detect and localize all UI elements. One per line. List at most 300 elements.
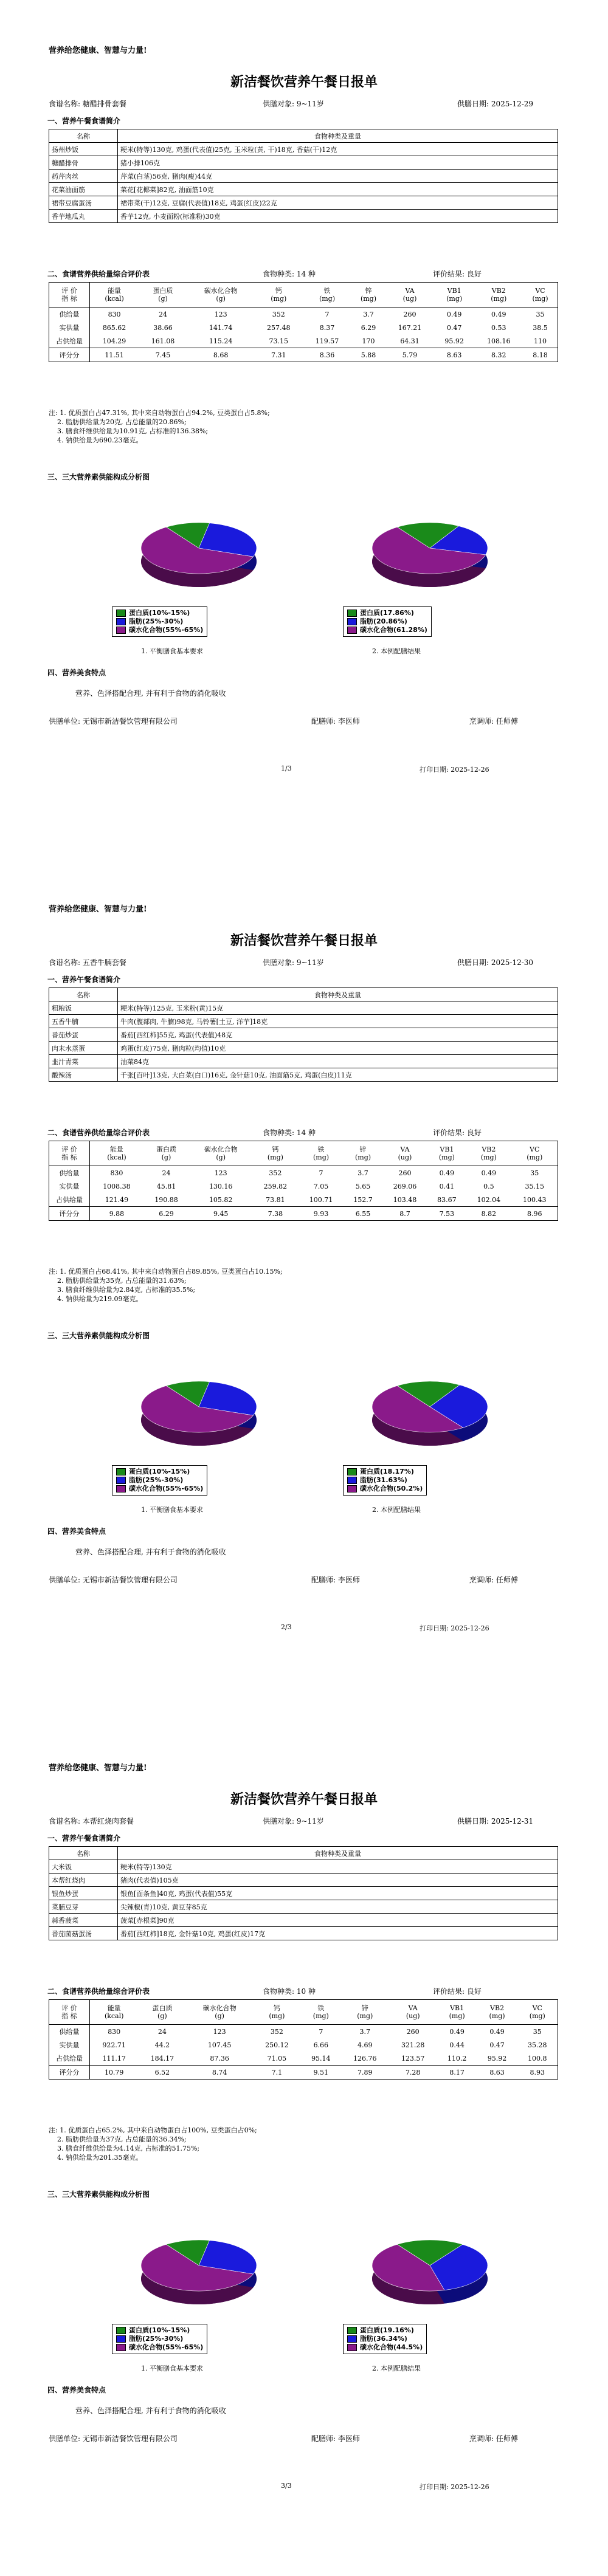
nutrition-cell: 7	[325, 310, 330, 318]
menu-row	[49, 1028, 558, 1042]
nutrient-header	[341, 2000, 389, 2025]
nutrient-name: VB2	[490, 2004, 505, 2012]
target-group: 供膳对象: 9~11岁	[263, 100, 324, 108]
legend-label: 碳水化合物(55%-65%)	[129, 2343, 204, 2351]
nutrient-header	[254, 283, 303, 307]
menu-header-row	[49, 129, 558, 143]
dish-ingredients: 油菜84克	[118, 1055, 558, 1068]
menu-row	[49, 1042, 558, 1055]
nutrition-table	[49, 1141, 558, 1221]
row-label: 实供量	[49, 1180, 90, 1193]
nutrient-header	[477, 2000, 517, 2025]
legend-label: 蛋白质(10%-15%)	[129, 2326, 190, 2334]
act-chart-caption: 2. 本例配膳结果	[372, 1506, 421, 1514]
nutrient-name: 钙	[273, 2004, 280, 2012]
nutrient-name: 蛋白质	[152, 2004, 173, 2012]
nutrient-unit: (g)	[161, 1153, 171, 1161]
nutrient-name: VC	[530, 1145, 540, 1153]
legend-item	[116, 2335, 203, 2343]
nutrition-cell: 95.92	[487, 2054, 507, 2063]
legend-item	[116, 2343, 203, 2352]
nutrition-cell: 5.65	[355, 1182, 371, 1190]
nutrition-cell: 123	[213, 2027, 226, 2036]
note-line: 3. 膳食纤维供给量为4.14克, 占标准的51.75%;	[49, 2145, 200, 2152]
nutrient-unit: (mg)	[449, 2012, 465, 2020]
nutrition-cell: 103.48	[393, 1195, 417, 1204]
nutrition-cell: 9.45	[189, 1207, 252, 1221]
section-chart-title: 三、三大营养素供能构成分析图	[47, 473, 150, 481]
note-line: 3. 膳食纤维供给量为2.84克, 占标准的35.5%;	[49, 1286, 196, 1294]
table-corner-label: 评 价 指 标	[49, 283, 90, 307]
nutrition-cell: 6.66	[313, 2041, 329, 2049]
legend-swatch	[116, 1477, 126, 1484]
menu-row	[49, 196, 558, 210]
nutrition-cell: 6.55	[344, 1207, 382, 1221]
std-chart-caption: 1. 平衡膳食基本要求	[141, 2365, 203, 2372]
nutrition-cell: 100.8	[528, 2054, 547, 2063]
dish-name: 本帮红烧肉	[49, 1874, 118, 1887]
rating-result: 评价结果: 良好	[433, 1987, 482, 1996]
nutrition-cell: 24	[157, 2027, 167, 2036]
nutrition-cell: 123	[214, 1169, 227, 1177]
nutrition-cell: 8.32	[474, 348, 523, 362]
nutrition-cell: 8.17	[437, 2066, 477, 2080]
legend-label: 碳水化合物(50.2%)	[360, 1485, 423, 1492]
nutrition-cell: 0.49	[439, 1169, 455, 1177]
nutrition-cell: 105.82	[209, 1195, 233, 1204]
menu-row	[49, 1001, 558, 1015]
legend-item	[347, 617, 427, 626]
nutrition-cell: 260	[403, 310, 416, 318]
nutrition-cell: 0.44	[449, 2041, 465, 2049]
nutrition-cell: 8.96	[511, 1207, 558, 1221]
rating-result: 评价结果: 良好	[433, 270, 482, 278]
nutrition-cell: 7	[319, 2027, 323, 2036]
notes	[49, 1267, 283, 1303]
nutrition-cell: 170	[362, 337, 375, 345]
nutrition-cell: 7.31	[254, 348, 303, 362]
nutrient-name: 钙	[275, 287, 282, 295]
nutrition-cell: 64.31	[400, 337, 420, 345]
note-line: 注: 1. 优质蛋白占65.2%, 其中来自动物蛋白占100%, 豆类蛋白占0%;	[49, 2126, 257, 2134]
section-nutrition-title: 二、食谱营养供给量综合评价表	[47, 1987, 150, 1996]
nutrition-cell: 8.68	[187, 348, 255, 362]
legend-item	[116, 626, 203, 634]
legend-item	[347, 1468, 423, 1476]
legend-swatch	[347, 2327, 357, 2334]
note-line: 3. 膳食纤维供给量为10.91克, 占标准的136.38%;	[49, 427, 209, 435]
nutrition-cell: 119.57	[315, 337, 339, 345]
nutrition-row	[49, 334, 558, 348]
print-date: 打印日期: 2025-12-26	[420, 2483, 489, 2491]
nutrition-cell: 8.18	[523, 348, 558, 362]
section-menu-title: 一、营养午餐食谱简介	[47, 975, 121, 984]
nutrition-cell: 35.28	[528, 2041, 547, 2049]
nutrient-header	[344, 1141, 382, 1166]
menu-table	[49, 129, 558, 223]
nutrition-cell: 95.92	[444, 337, 464, 345]
nutrient-name: 碳水化合物	[202, 2004, 237, 2012]
nutrient-header	[90, 2000, 139, 2025]
section-chart-title: 三、三大营养素供能构成分析图	[47, 2190, 150, 2199]
nutrition-cell: 108.16	[487, 337, 511, 345]
nutrition-cell: 830	[110, 1169, 123, 1177]
menu-row	[49, 183, 558, 196]
dietitian: 配膳师: 李医师	[311, 717, 360, 726]
nutrition-cell: 0.53	[491, 323, 506, 332]
nutrient-name: 铁	[323, 287, 331, 295]
nutrient-unit: (mg)	[354, 1153, 371, 1161]
menu-row	[49, 143, 558, 156]
act-energy-pie-chart	[360, 2228, 500, 2319]
std-energy-pie-chart	[129, 510, 269, 602]
act-chart-caption: 2. 本例配膳结果	[372, 647, 421, 655]
nutrient-unit: (kcal)	[104, 2012, 124, 2020]
dish-ingredients: 芹菜(白茎)56克, 猪肉(瘦)44克	[118, 170, 558, 183]
legend-label: 碳水化合物(61.28%)	[360, 626, 427, 634]
legend-label: 脂肪(25%-30%)	[129, 617, 184, 625]
nutrient-header	[351, 283, 385, 307]
legend-label: 脂肪(25%-30%)	[129, 2335, 184, 2343]
page-number: 3/3	[281, 2482, 292, 2490]
row-label: 实供量	[49, 321, 90, 334]
section-feature-title: 四、营养美食特点	[47, 2386, 106, 2394]
menu-header-foods: 食物种类及重量	[118, 129, 558, 143]
legend-swatch	[347, 1468, 357, 1475]
act-chart-legend	[343, 2324, 427, 2354]
row-label: 供给量	[49, 307, 90, 321]
row-label: 占供给量	[49, 2052, 90, 2066]
dietitian: 配膳师: 李医师	[311, 1576, 360, 1584]
menu-row	[49, 156, 558, 170]
report-title: 新洁餐饮营养午餐日报单	[230, 74, 378, 90]
cook: 烹调师: 任师傅	[469, 2434, 518, 2443]
nutrition-cell: 104.29	[102, 337, 126, 345]
legend-swatch	[116, 618, 126, 625]
nutrition-row	[49, 1193, 558, 1207]
nutrient-name: 能量	[107, 2004, 121, 2012]
nutrition-cell: 121.49	[105, 1195, 129, 1204]
nutrient-unit: (mg)	[438, 1153, 455, 1161]
nutrient-header	[187, 283, 255, 307]
nutrition-cell: 110	[534, 337, 547, 345]
nutrition-cell: 45.81	[156, 1182, 176, 1190]
nutrient-unit: (g)	[158, 295, 168, 303]
menu-row	[49, 1887, 558, 1900]
legend-swatch	[116, 610, 126, 617]
legend-swatch	[347, 610, 357, 617]
nutrition-cell: 152.7	[353, 1195, 373, 1204]
row-label: 实供量	[49, 2038, 90, 2052]
nutrition-cell: 5.79	[385, 348, 434, 362]
row-label: 供给量	[49, 1166, 90, 1180]
legend-label: 蛋白质(19.16%)	[360, 2326, 414, 2334]
nutrition-cell: 8.37	[319, 323, 335, 332]
nutrition-cell: 8.93	[517, 2066, 558, 2080]
supplier-unit: 供膳单位: 无锡市新洁餐饮管理有限公司	[49, 2434, 178, 2443]
note-line: 注: 1. 优质蛋白占47.31%, 其中来自动物蛋白占94.2%, 豆类蛋白占5.8%;	[49, 409, 270, 417]
nutrition-cell: 352	[272, 310, 285, 318]
note-line: 4. 钠供给量为690.23毫克。	[49, 436, 143, 444]
nutrition-cell: 0.49	[446, 310, 462, 318]
nutrient-header	[437, 2000, 477, 2025]
nutrient-unit: (mg)	[357, 2012, 373, 2020]
nutrient-unit: (ug)	[402, 295, 417, 303]
nutrition-cell: 0.47	[446, 323, 462, 332]
nutrition-cell: 44.2	[154, 2041, 170, 2049]
legend-label: 脂肪(25%-30%)	[129, 1476, 184, 1484]
dish-name: 肉末水蒸蛋	[49, 1042, 118, 1055]
nutrient-header	[466, 1141, 511, 1166]
nutrient-unit: (mg)	[269, 2012, 285, 2020]
nutrition-cell: 6.52	[138, 2066, 186, 2080]
nutrition-cell: 87.36	[210, 2054, 229, 2063]
target-group: 供膳对象: 9~11岁	[263, 1817, 324, 1826]
legend-item	[347, 626, 427, 634]
nutrient-unit: (mg)	[446, 295, 463, 303]
dish-name: 药芹肉丝	[49, 170, 118, 183]
nutrient-unit: (mg)	[489, 2012, 505, 2020]
act-energy-pie-chart	[360, 510, 500, 602]
nutrition-cell: 6.29	[361, 323, 376, 332]
nutrition-cell: 1008.38	[103, 1182, 131, 1190]
supplier-unit: 供膳单位: 无锡市新洁餐饮管理有限公司	[49, 717, 178, 726]
nutrition-cell: 35	[536, 310, 545, 318]
dish-name: 大米饭	[49, 1860, 118, 1874]
menu-row	[49, 1860, 558, 1874]
nutrition-cell: 0.49	[489, 2027, 505, 2036]
nutrition-cell: 0.49	[491, 310, 506, 318]
notes	[49, 2126, 257, 2162]
nutrition-cell: 123	[214, 310, 227, 318]
legend-label: 蛋白质(10%-15%)	[129, 609, 190, 617]
dish-name: 粗粮饭	[49, 1001, 118, 1015]
nutrition-cell: 35	[530, 1169, 539, 1177]
row-label: 评分分	[49, 1207, 90, 1221]
nutrition-cell: 38.5	[533, 323, 548, 332]
nutrition-row	[49, 1180, 558, 1193]
row-label: 评分分	[49, 2066, 90, 2080]
nutrition-cell: 0.49	[449, 2027, 465, 2036]
menu-header-name: 名称	[49, 129, 118, 143]
dish-name: 花菜油面筋	[49, 183, 118, 196]
nutrition-cell: 7.89	[341, 2066, 389, 2080]
nutrition-cell: 0.41	[439, 1182, 455, 1190]
nutrition-cell: 922.71	[102, 2041, 126, 2049]
nutrition-cell: 4.69	[358, 2041, 373, 2049]
dietitian: 配膳师: 李医师	[311, 2434, 360, 2443]
legend-swatch	[347, 618, 357, 625]
nutrient-header	[90, 283, 139, 307]
slogan: 营养给您健康、智慧与力量!	[49, 1764, 147, 1773]
nutrition-cell: 107.45	[207, 2041, 232, 2049]
act-chart-caption: 2. 本例配膳结果	[372, 2365, 421, 2372]
report-page	[0, 859, 608, 1717]
nutrient-unit: (mg)	[491, 295, 507, 303]
note-line: 4. 钠供给量为219.09毫克。	[49, 1295, 143, 1303]
nutrition-cell: 24	[158, 310, 167, 318]
nutrient-header	[382, 1141, 427, 1166]
target-group: 供膳对象: 9~11岁	[263, 958, 324, 967]
menu-header-name: 名称	[49, 1847, 118, 1860]
nutrition-cell: 269.06	[393, 1182, 417, 1190]
nutrition-header-row	[49, 2000, 558, 2025]
nutrition-row	[49, 2025, 558, 2039]
legend-swatch	[116, 1468, 126, 1475]
nutrition-cell: 7.05	[313, 1182, 329, 1190]
legend-item	[347, 2343, 423, 2352]
nutrition-cell: 73.15	[269, 337, 289, 345]
section-nutrition-title: 二、食谱营养供给量综合评价表	[47, 270, 150, 278]
legend-label: 蛋白质(10%-15%)	[129, 1468, 190, 1475]
nutrition-cell: 35.15	[525, 1182, 544, 1190]
nutrient-header	[298, 1141, 344, 1166]
food-count: 食物种类: 10 种	[263, 1987, 316, 1996]
nutrition-cell: 321.28	[401, 2041, 425, 2049]
legend-label: 脂肪(20.86%)	[360, 617, 407, 625]
slogan: 营养给您健康、智慧与力量!	[49, 905, 147, 914]
nutrition-header-row	[49, 1141, 558, 1166]
menu-header-foods: 食物种类及重量	[118, 988, 558, 1001]
act-chart-legend	[343, 1465, 427, 1496]
dish-name: 裙带豆腐蛋汤	[49, 196, 118, 210]
nutrient-header	[389, 2000, 437, 2025]
dish-name: 韭汁青菜	[49, 1055, 118, 1068]
nutrient-header	[385, 283, 434, 307]
nutrient-header	[434, 283, 475, 307]
nutrition-row	[49, 307, 558, 321]
nutrient-unit: (ug)	[398, 1153, 412, 1161]
legend-item	[116, 2326, 203, 2335]
nutrition-cell: 95.14	[311, 2054, 331, 2063]
nutrition-header-row	[49, 283, 558, 307]
row-label: 评分分	[49, 348, 90, 362]
nutrient-unit: (mg)	[267, 1153, 283, 1161]
legend-label: 脂肪(36.34%)	[360, 2335, 407, 2343]
nutrition-cell: 8.7	[382, 1207, 427, 1221]
row-label: 供给量	[49, 2025, 90, 2039]
nutrition-row	[49, 2066, 558, 2080]
section-feature-title: 四、营养美食特点	[47, 1527, 106, 1536]
slogan: 营养给您健康、智慧与力量!	[49, 46, 147, 55]
nutrition-cell: 115.24	[209, 337, 233, 345]
nutrient-header	[523, 283, 558, 307]
nutrition-table	[49, 1999, 558, 2080]
nutrition-cell: 8.82	[466, 1207, 511, 1221]
section-nutrition-title: 二、食谱营养供给量综合评价表	[47, 1128, 150, 1137]
menu-header-row	[49, 1847, 558, 1860]
legend-swatch	[116, 2344, 126, 2351]
nutrition-row	[49, 1207, 558, 1221]
nutrition-cell: 130.16	[209, 1182, 233, 1190]
legend-item	[347, 1476, 423, 1485]
nutrient-unit: (kcal)	[107, 1153, 126, 1161]
nutrition-cell: 111.17	[102, 2054, 126, 2063]
nutrient-name: VC	[532, 2004, 542, 2012]
nutrition-cell: 141.74	[209, 323, 233, 332]
nutrient-header	[90, 1141, 143, 1166]
legend-label: 碳水化合物(55%-65%)	[129, 626, 204, 634]
act-energy-pie-chart	[360, 1369, 500, 1460]
menu-row	[49, 1900, 558, 1914]
nutrition-cell: 3.7	[359, 2027, 370, 2036]
section-menu-title: 一、营养午餐食谱简介	[47, 1834, 121, 1843]
legend-swatch	[347, 2335, 357, 2343]
nutrient-name: 碳水化合物	[204, 287, 238, 295]
nutrition-cell: 7.1	[253, 2066, 301, 2080]
nutrition-cell: 0.47	[489, 2041, 505, 2049]
report-title: 新洁餐饮营养午餐日报单	[230, 1791, 378, 1807]
feature-text: 营养、色泽搭配合理, 并有利于食物的消化吸收	[75, 2406, 226, 2415]
dish-ingredients: 猪小排106克	[118, 156, 558, 170]
nutrient-name: 能量	[109, 1145, 123, 1153]
nutrition-cell: 7.45	[139, 348, 187, 362]
dish-ingredients: 尖辣椒(青)10克, 黄豆芽85克	[118, 1900, 558, 1914]
dish-ingredients: 鸡蛋(红皮)75克, 猪肉粒(均值)10克	[118, 1042, 558, 1055]
std-chart-caption: 1. 平衡膳食基本要求	[141, 1506, 203, 1514]
nutrient-name: 蛋白质	[153, 287, 173, 295]
nutrient-header	[138, 2000, 186, 2025]
table-corner-label: 评 价 指 标	[49, 2000, 90, 2025]
nutrient-name: 铁	[317, 2004, 325, 2012]
nutrition-cell: 161.08	[151, 337, 175, 345]
menu-row	[49, 1914, 558, 1927]
legend-swatch	[116, 2327, 126, 2334]
dish-name: 菜脯豆芽	[49, 1900, 118, 1914]
cook: 烹调师: 任师傅	[469, 1576, 518, 1584]
nutrient-name: VB2	[482, 1145, 496, 1153]
legend-label: 碳水化合物(55%-65%)	[129, 1485, 204, 1492]
nutrition-cell: 73.81	[266, 1195, 285, 1204]
nutrient-name: VB1	[440, 1145, 454, 1153]
legend-swatch	[116, 1485, 126, 1492]
nutrition-cell: 5.88	[351, 348, 385, 362]
nutrient-name: 锌	[361, 2004, 368, 2012]
legend-item	[116, 1485, 203, 1493]
note-line: 注: 1. 优质蛋白占68.41%, 其中来自动物蛋白占89.85%, 豆类蛋白占10.15%;	[49, 1268, 283, 1276]
nutrition-cell: 259.82	[263, 1182, 288, 1190]
note-line: 2. 脂肪供给量为37克, 占总能量的36.34%;	[49, 2135, 187, 2143]
legend-swatch	[347, 1477, 357, 1484]
supplier-unit: 供膳单位: 无锡市新洁餐饮管理有限公司	[49, 1576, 178, 1584]
section-menu-title: 一、营养午餐食谱简介	[47, 117, 121, 125]
dish-name: 蒜香菠菜	[49, 1914, 118, 1927]
page-number: 1/3	[281, 764, 292, 772]
dish-name: 糖醋排骨	[49, 156, 118, 170]
table-corner-label: 评 价 指 标	[49, 1141, 90, 1166]
page-number: 2/3	[281, 1623, 292, 1631]
nutrition-cell: 7.38	[252, 1207, 298, 1221]
nutrient-unit: (ug)	[406, 2012, 420, 2020]
dish-name: 扬州炒饭	[49, 143, 118, 156]
nutrition-cell: 10.79	[90, 2066, 139, 2080]
menu-table	[49, 987, 558, 1082]
legend-label: 碳水化合物(44.5%)	[360, 2343, 423, 2351]
nutrition-row	[49, 2038, 558, 2052]
dish-ingredients: 猪肉(代表值)105克	[118, 1874, 558, 1887]
note-line: 2. 脂肪供给量为35克, 占总能量的31.63%;	[49, 1277, 187, 1285]
row-label: 占供给量	[49, 334, 90, 348]
std-energy-pie-chart	[129, 1369, 269, 1460]
nutrition-cell: 24	[162, 1169, 171, 1177]
nutrient-name: VA	[400, 1145, 410, 1153]
menu-row	[49, 1068, 558, 1082]
nutrient-header	[252, 1141, 298, 1166]
dish-ingredients: 粳米(特等)130克	[118, 1860, 558, 1874]
legend-swatch	[347, 1485, 357, 1492]
nutrient-unit: (g)	[216, 1153, 226, 1161]
dish-ingredients: 裙带菜(干)12克, 豆腐(代表值)18克, 鸡蛋(红皮)22克	[118, 196, 558, 210]
